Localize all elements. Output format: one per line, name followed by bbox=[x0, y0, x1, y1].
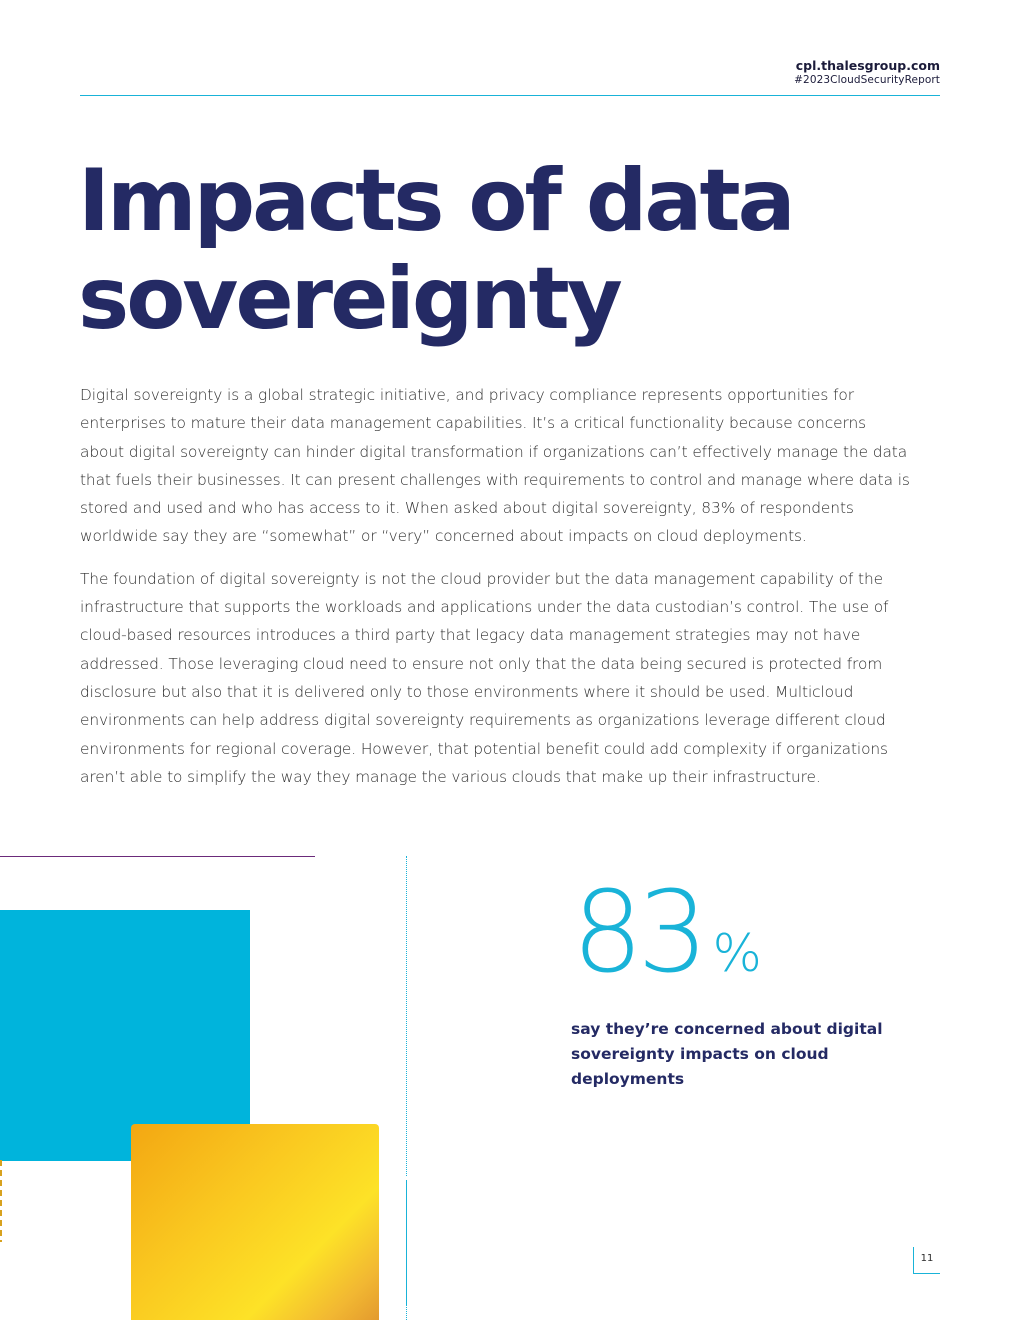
decorative-edge-mark bbox=[0, 1160, 2, 1242]
stat-caption-line-1: say they’re concerned about digital bbox=[571, 1020, 883, 1038]
body-text bbox=[80, 381, 910, 805]
body-paragraph-2: The foundation of digital sovereignty is not the cloud provider but the data management capability of the infrastructure that supports the workloads and applications under the data custodian’s control. The use of cloud-based resources introduces a third party that legacy data management strategies may not have addressed. Those leveraging cloud need to ensure not only that the data being secured is protected from disclosure but also that it is delivered only to those environments where it should be used. Multicloud environments can help address digital sovereignty requirements as organizations leverage different cloud environments for regional coverage. However, that potential benefit could add complexity if organizations aren’t able to simplify the way they manage the various clouds that make up their infrastructure. bbox=[80, 569, 889, 786]
header-url[interactable]: cpl.thalesgroup.com bbox=[795, 58, 940, 73]
stat-caption bbox=[571, 1017, 931, 1092]
vertical-dotted-rule-bottom bbox=[406, 1304, 407, 1320]
vertical-dotted-rule bbox=[406, 856, 407, 1176]
stat-caption-line-2: sovereignty impacts on cloud deployments bbox=[571, 1045, 829, 1088]
section-divider bbox=[0, 856, 315, 857]
header-hashtag: #2023CloudSecurityReport bbox=[794, 74, 940, 86]
decorative-gold-square bbox=[131, 1124, 379, 1320]
page-number: 11 bbox=[920, 1253, 934, 1264]
title-line-1: Impacts of data bbox=[78, 151, 793, 251]
page-header bbox=[794, 58, 940, 87]
header-divider bbox=[80, 95, 940, 96]
page-title bbox=[78, 152, 793, 348]
stat-number: 83 bbox=[572, 868, 703, 998]
stat-callout bbox=[572, 868, 932, 998]
vertical-solid-rule bbox=[406, 1180, 407, 1304]
title-line-2: sovereignty bbox=[78, 249, 620, 349]
page-number-box bbox=[913, 1247, 940, 1274]
body-paragraph-1: Digital sovereignty is a global strategic initiative, and privacy compliance represents opportunities for enterprises to mature their data management capabilities. It’s a critical functionality because concerns about digital sovereignty can hinder digital transformation if organizations can’t effectively manage the data that fuels their businesses. It can present challenges with requirements to control and manage where data is stored and used and who has access to it. When asked about digital sovereignty, 83% of respondents worldwide say they are “somewhat” or “very” concerned about impacts on cloud deployments. bbox=[80, 386, 910, 546]
stat-percent-sign: % bbox=[712, 924, 762, 984]
